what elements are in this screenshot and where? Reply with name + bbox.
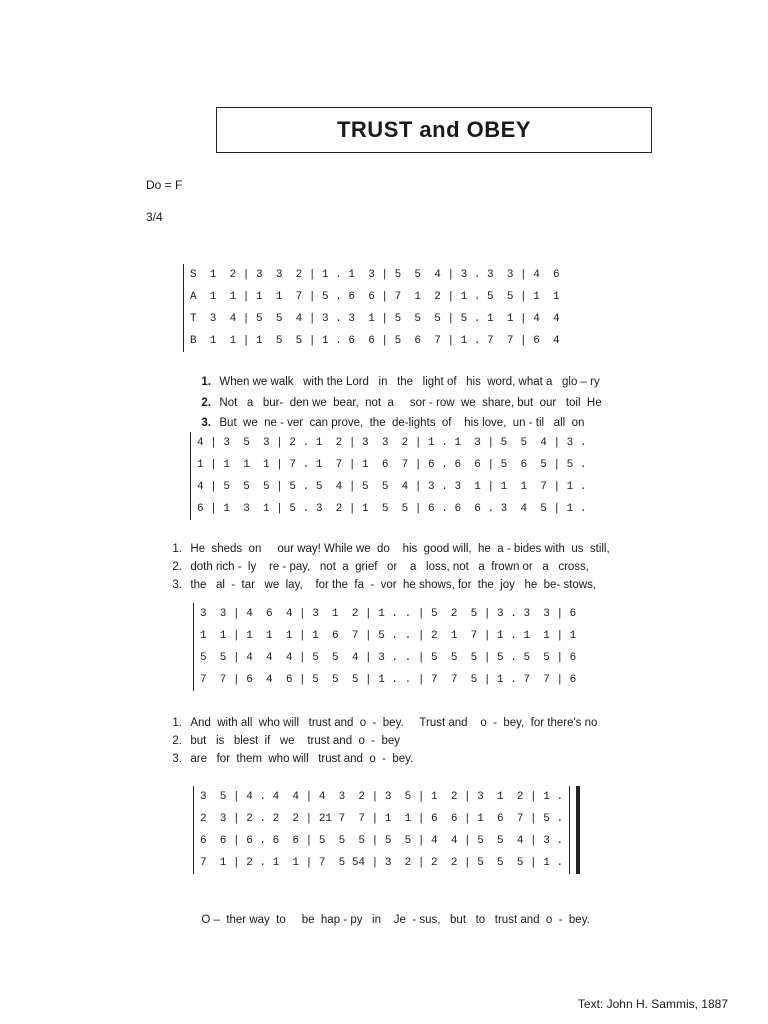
notation-grid: [193, 786, 563, 874]
notation-row-b: 7 1 | 2 . 1 1 | 7 5 54 | 3 2 | 2 2 | 5 5 5 | 1 .: [200, 857, 564, 869]
notation-row-b: 6 | 1 3 1 | 5 . 3 2 | 1 5 5 | 6 . 6 6 . 3 4 5 | 1 .: [197, 503, 587, 515]
lyric-text: Not a bur- den we bear, not a sor - row we share, but our toil He: [219, 397, 602, 409]
lyric-text: the al - tar we lay, for the fa - vor he shows, for the joy he be- stows,: [190, 579, 597, 591]
notation-row-s: S 1 2 | 3 3 2 | 1 . 1 3 | 5 5 4 | 3 . 3 3 | 4 6: [190, 269, 560, 281]
system-3: [193, 603, 576, 691]
final-barline: [569, 786, 580, 874]
lyric-line: [195, 902, 590, 926]
verse-number: 2.: [201, 397, 211, 409]
verse-number: 2.: [172, 735, 182, 747]
key-signature: Do = F: [146, 178, 183, 192]
system-2: [190, 432, 586, 520]
lyric-text: And with all who will trust and o - bey. Trust and o - bey, for there's no: [190, 717, 598, 729]
verse-number: 3.: [172, 753, 182, 765]
verse-number: 1.: [172, 717, 182, 729]
system-1: [183, 264, 560, 352]
notation-row-a: 1 | 1 1 1 | 7 . 1 7 | 1 6 7 | 6 . 6 6 | 5 6 5 | 5 .: [197, 459, 587, 471]
verse-number: 1.: [201, 376, 211, 388]
page-title: TRUST and OBEY: [336, 117, 531, 142]
lyric-line: [195, 405, 584, 429]
lyric-text: doth rich - ly re - pay, not a grief or a loss, not a frown or a cross,: [190, 561, 589, 573]
title-box: [216, 107, 652, 153]
system-4: [193, 786, 580, 874]
notation-row-b: B 1 1 | 1 5 5 | 1 . 6 6 | 5 6 7 | 1 . 7 7 | 6 4: [190, 335, 560, 347]
notation-row-s: 4 | 3 5 3 | 2 . 1 2 | 3 3 2 | 1 . 1 3 | 5 5 4 | 3 .: [197, 437, 587, 449]
lyric-line: [166, 741, 413, 765]
notation-row-t: 4 | 5 5 5 | 5 . 5 4 | 5 5 4 | 3 . 3 1 | 1 1 7 | 1 .: [197, 481, 587, 493]
lyric-text: are for them who will trust and o - bey.: [190, 753, 414, 765]
lyric-line: [166, 567, 596, 591]
lyric-text: O – ther way to be hap - py in Je - sus, but to trust and o - bey.: [201, 914, 590, 926]
lyric-text: but is blest if we trust and o - bey: [190, 735, 401, 747]
notation-row-s: 3 5 | 4 . 4 4 | 4 3 2 | 3 5 | 1 2 | 3 1 2 | 1 .: [200, 791, 564, 803]
notation-grid: [190, 432, 586, 520]
notation-row-a: 1 1 | 1 1 1 | 1 6 7 | 5 . . | 2 1 7 | 1 . 1 1 | 1: [200, 630, 577, 642]
notation-row-t: 5 5 | 4 4 4 | 5 5 4 | 3 . . | 5 5 5 | 5 . 5 5 | 6: [200, 652, 577, 664]
notation-row-a: A 1 1 | 1 1 7 | 5 . 6 6 | 7 1 2 | 1 . 5 5 | 1 1: [190, 291, 560, 303]
lyric-text: When we walk with the Lord in the light of his word, what a glo – ry: [219, 376, 600, 388]
verse-number: 3.: [201, 417, 211, 429]
notation-row-t: T 3 4 | 5 5 4 | 3 . 3 1 | 5 5 5 | 5 . 1 1 | 4 4: [190, 313, 560, 325]
notation-row-a: 2 3 | 2 . 2 2 | 21 7 7 | 1 1 | 6 6 | 1 6 7 | 5 .: [200, 813, 564, 825]
verse-number: 3.: [172, 579, 182, 591]
verse-number: 2.: [172, 561, 182, 573]
notation-row-b: 7 7 | 6 4 6 | 5 5 5 | 1 . . | 7 7 5 | 1 . 7 7 | 6: [200, 674, 577, 686]
notation-grid: [183, 264, 560, 352]
notation-grid: [193, 603, 576, 691]
notation-row-s: 3 3 | 4 6 4 | 3 1 2 | 1 . . | 5 2 5 | 3 . 3 3 | 6: [200, 608, 577, 620]
time-signature: 3/4: [146, 210, 163, 224]
verse-number: 1.: [172, 543, 182, 555]
lyric-text: He sheds on our way! While we do his good will, he a - bides with us still,: [190, 543, 610, 555]
text-credit: Text: John H. Sammis, 1887: [577, 997, 728, 1011]
notation-row-t: 6 6 | 6 . 6 6 | 5 5 5 | 5 5 | 4 4 | 5 5 4 | 3 .: [200, 835, 564, 847]
lyric-text: But we ne - ver can prove, the de-lights of his love, un - til all on: [219, 417, 585, 429]
